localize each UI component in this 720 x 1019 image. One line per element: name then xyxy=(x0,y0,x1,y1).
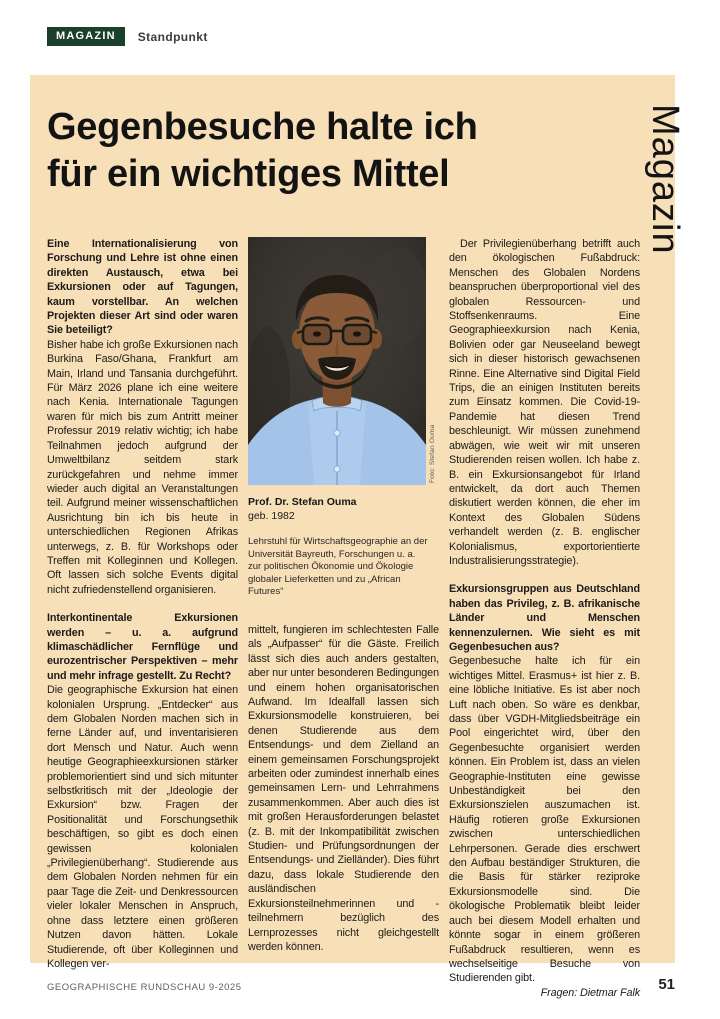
photo-credit: Foto: Stefan Ouma xyxy=(429,424,436,483)
interview-question: Interkontinentale Exkursionen werden – u. a. aufgrund klimaschädlicher Fernflüge und eurozentrischer Perspektiven – mehr und mehr infrage gestellt. Zu Recht? xyxy=(47,612,238,682)
article-title-line2: für ein wichtiges Mittel xyxy=(47,153,450,195)
rubric-label: Standpunkt xyxy=(137,29,208,44)
portrait-photo-block xyxy=(248,237,439,485)
interview-answer: Die geographische Exkursion hat einen kolonialen Ursprung. „Entdecker“ aus dem Globalen Norden machen sich in ferne Länder auf, und inventarisieren dort Mensch und Natur. Auch wenn heutige Geographieexkursionen stärker problemorientiert sind und sich mitunter selbstkritisch mit der „Ideologie der Exkursion“ bzw. Fragen der Positionalität und Forschungsethik beschäftigen, so gibt es doch einen gewissen kolonialen „Privilegienüberhang“. Studierende aus dem Globalen Norden nehmen für ein paar Tage die Zeit- und Denkressourcen vieler lokaler Menschen in Anspruch, ohne dass letztere einen größeren Nutzen davon hätten. Lokale Studierende, oft über Kolleginnen und Kollegen ver- xyxy=(47,684,238,970)
interview-answer: Der Privilegienüberhang betrifft auch den ökologischen Fußabdruck: Menschen des Globalen Nordens beanspruchen überproportional viel des globalen Ressourcen- und Stoffsenkenraums. Eine Geographieexkursion nach Kenia, Bolivien oder gar Neuseeland bewegt sich in dieser historisch gewachsenen Rinne. Eine Alternative sind Digital Field Trips, die an einigen Instituten bereits zum Einsatz kommen. Die Covid-19-Pandemie hat diesen Trend beschleunigt. Wir müssen zunehmend abwägen, wie weit wir mit unseren Studierenden reisen wollen. Ich habe z. B. ein Exkursionsangebot für Irland entwickelt, da dort auch Themen diskutiert werden können, die eher im Kontext des Globalen Südens verhandelt werden (z. B. englischer Kolonialismus, exportorientierte Industralisierungsstrategie). xyxy=(449,238,640,567)
page-kicker xyxy=(47,27,208,46)
interview-answer: Bisher habe ich große Exkursionen nach Burkina Faso/Ghana, Frankfurt am Main, Irland und Tansania durchgeführt. Für März 2026 plane ich eine weitere nach Kenia. Internationale Tagungen waren für mich bis zum Antritt meiner Professur 2019 relativ wichtig; ich habe Teilnahmen jedoch aufgrund der Umweltbilanz seitdem stark zurückgefahren und nehme immer wieder auch digital an Veranstaltungen teil. Aufgrund meiner wissenschaftlichen Ausrichtung bin ich bis heute in unterschiedlichen Regionen Afrikas unterwegs, z. B. für Workshops oder Treffen mit Kolleginnen und Kollegen. Oft lassen sich solche Events digital nicht zufriedenstellend organisieren. xyxy=(47,338,238,596)
article-title xyxy=(47,104,607,198)
section-tag: MAGAZIN xyxy=(47,27,125,46)
page-number: 51 xyxy=(658,976,675,993)
caption-bio: Lehrstuhl für Wirtschaftsgeographie an der Universität Bayreuth, Forschungen u. a. zur politischen Ökonomie und Ökologie globaler Lieferketten und zu „African Futures“ xyxy=(248,536,428,598)
interview-answer: mittelt, fungieren im schlechtesten Falle als „Aufpasser“ für die Gäste. Freilich lässt sich dies auch anders gestalten, aber nur unter besonderen Bedingungen und einem hohen organisatorischen Aufwand. Im Idealfall lassen sich Exkursionsmodelle konstruieren, bei denen Studierende aus dem Entsendungs- und dem Zielland an einem gemeinsamen Forschungsprojekt arbeiten oder zumindest innerhalb eines gemeinsamen Lern- und Lehrrahmens zusammenkommen. Aber auch dies ist mit großen Herausforderungen belastet (z. B. mit der Inkompatibilität zwischen Studien- und Prüfungsordnungen der Entsendungs- und Zielländer). Dies führt dazu, dass lokale Studierende den ausländischen Exkursionsteilnehmerinnen und -teilnehmern bezüglich des Lernprozesses nicht gleichgestellt werden können. xyxy=(248,623,439,953)
interview-question: Eine Internationalisierung von Forschung und Lehre ist ohne einen direkten Austausch, etwa bei Exkursionen oder auf Tagungen, kaum vorstellbar. An welchen Projekten dieser Art sind oder waren Sie beteiligt? xyxy=(47,238,238,337)
interview-answer: Gegenbesuche halte ich für ein wichtiges Mittel. Erasmus+ ist hier z. B. eine löbliche Initiative. Es ist aber noch Luft nach oben. So wäre es denkbar, dass über VGDH-Mitgliedsbeiträge ein Pool eingerichtet wird, über den Gegenbesuchte organisiert werden können. Ein Problem ist, dass an vielen Geographie-Instituten eine gewisse Unbeständigkeit bei den Exkursionszielen auszumachen ist. Häufig rotieren große Exkursionen zwischen unterschiedlichen Lehrpersonen. Gerade dies erschwert den Aufbau beständiger Strukturen, die die Basis für stärker reziproke Exkursionsmodelle sind. Die ökologische Problematik bleibt leider auch bei diesem Modell erhalten und könnte sogar in einem größeren Fußabdruck resultieren, wenn es wechselseitige Besuche von Studierenden gibt. xyxy=(449,655,640,985)
caption-name: Prof. Dr. Stefan Ouma xyxy=(248,496,357,508)
portrait-photo xyxy=(248,237,426,485)
interview-question: Exkursionsgruppen aus Deutschland haben das Privileg, z. B. afrikanische Länder und Menschen kennenzulernen. Wie sieht es mit Gegenbesuchen aus? xyxy=(449,583,640,653)
journal-footer: GEOGRAPHISCHE RUNDSCHAU 9-2025 xyxy=(47,982,242,993)
interviewer-byline: Fragen: Dietmar Falk xyxy=(540,986,640,999)
article-column-3 xyxy=(449,237,640,999)
article-title-line1: Gegenbesuche halte ich xyxy=(47,106,478,148)
caption-birth: geb. 1982 xyxy=(248,509,295,522)
vertical-section-label: Magazin xyxy=(644,104,686,255)
article-column-1 xyxy=(47,237,238,970)
article-column-2 xyxy=(248,237,439,955)
